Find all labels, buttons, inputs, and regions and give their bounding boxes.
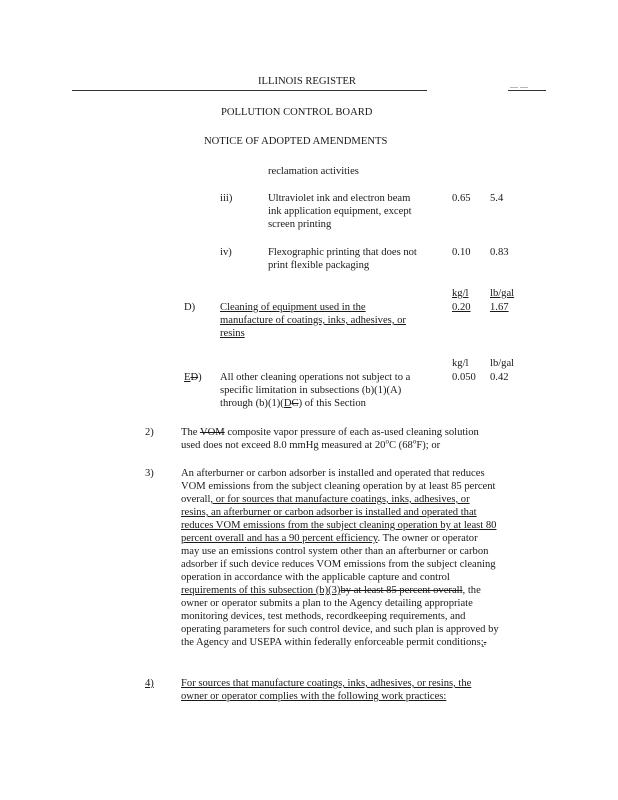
item-E-unit-kgl: kg/l xyxy=(452,358,469,369)
para3-line11: owner or operator submits a plan to the Agency detailing appropriate xyxy=(181,598,473,609)
para2-l1a: The xyxy=(181,427,200,438)
page-mark: — — xyxy=(510,82,528,91)
item-E-line3 xyxy=(220,397,366,410)
item-D-kgl: 0.20 xyxy=(452,302,471,313)
para3-line6 xyxy=(181,532,478,545)
item-D-unit-kgl: kg/l xyxy=(452,288,469,299)
para4-line2: owner or operator complies with the following work practices: xyxy=(181,691,447,702)
para2-l2a: used does not exceed 8.0 mmHg measured at 20 xyxy=(181,440,386,451)
para3-l6a: percent overall and has a 90 percent efficiency xyxy=(181,533,378,544)
para3-line9: operation in accordance with the applicable capture and control xyxy=(181,572,450,583)
item-D-label: D) xyxy=(184,302,196,313)
item-E-line3-b: ) of this Section xyxy=(298,398,366,409)
para3-l14a: the Agency and USEPA within federally enforceable permit conditions xyxy=(181,637,481,648)
item-iii-lbgal: 5.4 xyxy=(490,193,504,204)
para3-line14 xyxy=(181,636,486,649)
item-iv-kgl: 0.10 xyxy=(452,247,471,258)
item-D-line1: Cleaning of equipment used in the xyxy=(220,302,366,313)
para2-l1b: composite vapor pressure of each as-used cleaning solution xyxy=(224,427,479,438)
para3-l3a: overall xyxy=(181,494,211,505)
item-iv-lbgal: 0.83 xyxy=(490,247,509,258)
para3-line10 xyxy=(181,584,481,597)
item-iii-line1: Ultraviolet ink and electron beam xyxy=(268,193,411,204)
item-D-line3: resins xyxy=(220,328,245,339)
item-iii-line3: screen printing xyxy=(268,219,332,230)
para3-l14-old: . xyxy=(483,637,487,648)
para3-line3 xyxy=(181,493,470,506)
para3-line4: resins, an afterburner or carbon adsorber is installed and operated that xyxy=(181,507,477,518)
item-D-line2: manufacture of coatings, inks, adhesives, or xyxy=(220,315,406,326)
item-E-label-old: D xyxy=(190,372,199,383)
para2-number: 2) xyxy=(145,427,154,438)
para3-number: 3) xyxy=(145,468,154,479)
reclamation-line: reclamation activities xyxy=(268,166,359,177)
register-title: ILLINOIS REGISTER xyxy=(258,76,356,87)
item-E-lbgal: 0.42 xyxy=(490,372,509,383)
item-E-line2: specific limitation in subsections (b)(1)(A) xyxy=(220,385,402,396)
para3-l10a: requirements of this subsection (b)(3) xyxy=(181,585,341,596)
para3-l3b: , or for sources that manufacture coatings, inks, adhesives, or xyxy=(210,494,470,505)
para3-l14-new: ; xyxy=(480,637,484,648)
para3-line5: reduces VOM emissions from the subject cleaning operation by at least 80 xyxy=(181,520,497,531)
para3-line8: adsorber if such device reduces VOM emissions from the subject cleaning xyxy=(181,559,496,570)
para2-l2c: F); or xyxy=(416,440,441,451)
para3-line2: VOM emissions from the subject cleaning operation by at least 85 percent xyxy=(181,481,496,492)
degree-mark-2: o xyxy=(412,437,417,446)
header-rule-left xyxy=(72,90,427,91)
para2-line2 xyxy=(181,439,440,452)
item-E-kgl: 0.050 xyxy=(452,372,476,383)
item-E-label-new: E xyxy=(184,372,191,383)
notice-title: NOTICE OF ADOPTED AMENDMENTS xyxy=(204,136,388,147)
item-iv-line2: print flexible packaging xyxy=(268,260,370,271)
degree-mark-1: o xyxy=(385,437,389,446)
item-iii-line2: ink application equipment, except xyxy=(268,206,412,217)
item-iii-kgl: 0.65 xyxy=(452,193,471,204)
item-E-line3-new: D xyxy=(283,398,292,409)
item-E-line1: All other cleaning operations not subject to a xyxy=(220,372,411,383)
item-iv-label: iv) xyxy=(220,247,232,258)
para2-l1-old: VOM xyxy=(199,427,225,438)
item-E-line3-a: through (b)(1)( xyxy=(220,398,284,409)
para3-l6b: . The owner or operator xyxy=(377,533,478,544)
board-title: POLLUTION CONTROL BOARD xyxy=(221,107,373,118)
para3-line7: may use an emissions control system other than an afterburner or carbon xyxy=(181,546,489,557)
para2-line1 xyxy=(181,426,479,439)
para3-line1: An afterburner or carbon adsorber is installed and operated that reduces xyxy=(181,468,485,479)
para3-l10b: , the xyxy=(462,585,481,596)
para3-l10-old: by at least 85 percent overall xyxy=(340,585,463,596)
para4-line1: For sources that manufacture coatings, inks, adhesives, or resins, the xyxy=(181,678,472,689)
item-E-label xyxy=(184,371,202,384)
para2-l2b: C (68 xyxy=(388,440,413,451)
para3-line13: operating parameters for such control device, and such plan is approved by xyxy=(181,624,499,635)
para3-line12: monitoring devices, test methods, recordkeeping requirements, and xyxy=(181,611,466,622)
item-E-unit-lbgal: lb/gal xyxy=(490,358,515,369)
item-E-line3-old: C xyxy=(291,398,299,409)
item-E-label-close: ) xyxy=(198,372,202,383)
para4-number: 4) xyxy=(145,678,154,689)
item-iv-line1: Flexographic printing that does not xyxy=(268,247,417,258)
item-iii-label: iii) xyxy=(220,193,233,204)
item-D-lbgal: 1.67 xyxy=(490,302,509,313)
item-D-unit-lbgal: lb/gal xyxy=(490,288,515,299)
